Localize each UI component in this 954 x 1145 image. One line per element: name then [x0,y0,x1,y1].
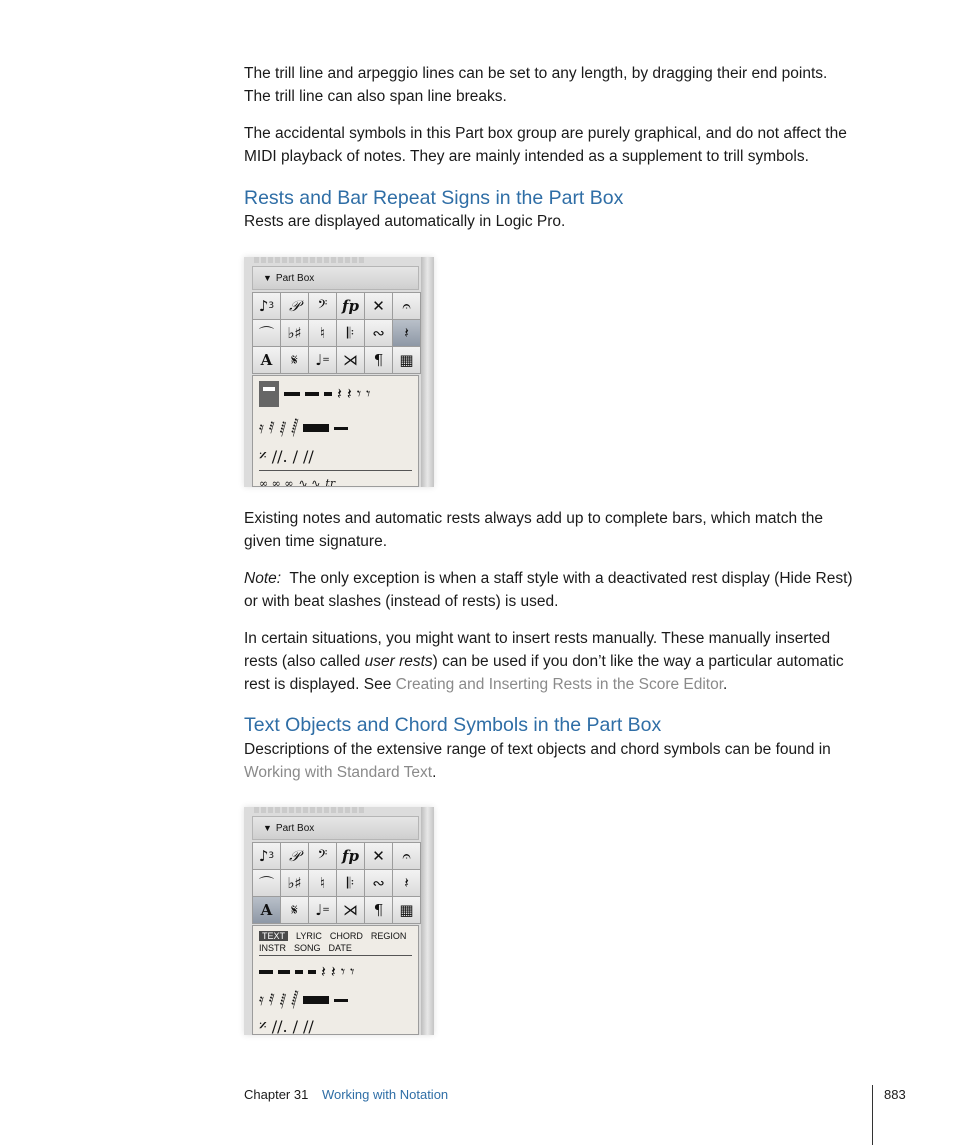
sixty-fourth-rest-symbol[interactable]: 𝅁 [279,990,287,1009]
paragraph-icon[interactable]: ¶ [365,897,392,923]
tempo-icon[interactable]: ♩ = [309,347,336,373]
existing-line-1: Existing notes and automatic rests always add up to complete bars, which match the [244,510,823,527]
multi-rest-bar-symbol[interactable] [303,424,329,432]
text-icon[interactable]: A [253,347,280,373]
note-head-icon[interactable]: ✕ [365,293,392,319]
rest-icon[interactable]: 𝄽 [393,870,420,896]
quarter-rest-alt-symbol[interactable]: 𝄽 [346,384,352,403]
paragraph-icon[interactable]: ¶ [365,347,392,373]
dynamics-icon[interactable]: fp [337,843,364,869]
text-icon[interactable]: A [253,897,280,923]
note-paragraph [244,567,884,613]
part-box-title: Part Box [275,823,315,834]
multi-rest-line-symbol[interactable] [334,999,348,1002]
situations-line-1: In certain situations, you might want to insert rests manually. These manually inserted [244,630,831,647]
situations-line-3a: rest is displayed. See [244,676,396,693]
multi-rest-bar-symbol[interactable] [303,996,329,1004]
barline-icon[interactable]: 𝄆 [337,320,364,346]
disclosure-triangle-icon[interactable]: ▼ [263,273,272,283]
situations-line-2b: ) can be used if you don’t like the way a particular automatic [432,653,844,670]
note-group-icon[interactable]: ♪ 3 [253,293,280,319]
half-rest-symbol[interactable] [305,392,319,396]
two-bar-repeat-symbol[interactable]: //. [271,446,288,466]
accidental-line-1: The accidental symbols in this Part box group are purely graphical, and do not affect the [244,125,847,142]
rest-row-2 [259,418,348,438]
crescendo-icon[interactable]: ⋊ [337,347,364,373]
footer-chapter-number: Chapter 31 [244,1087,309,1102]
note-label: Note: [244,570,282,587]
standard-text-link[interactable]: Working with Standard Text [244,764,433,781]
text-objects-heading: Text Objects and Chord Symbols in the Part Box [244,714,662,736]
trill-icon[interactable]: ∾ [365,870,392,896]
rests-intro: Rests are displayed automatically in Logic Pro. [244,213,566,230]
rests-heading: Rests and Bar Repeat Signs in the Part Box [244,187,624,209]
text-symbol-palette [252,925,419,1035]
double-slash-symbol[interactable]: // [302,446,314,466]
text-objects-end: . [432,764,437,781]
panel-scrollbar[interactable] [421,807,434,1035]
lyric-button[interactable]: LYRIC [296,931,322,941]
part-box-title: Part Box [275,273,315,284]
date-button[interactable]: DATE [328,943,352,953]
bar-rest-symbol[interactable] [295,970,303,974]
segno-icon[interactable]: 𝄋 [281,897,308,923]
multi-bar-rest-symbol-selected[interactable] [259,381,279,407]
key-signature-icon[interactable]: ♭♯ [281,870,308,896]
rest-row-1 [259,384,370,404]
bar-rest-alt-symbol[interactable] [308,970,316,974]
insert-defaults-ghost [254,257,364,263]
sixteenth-rest-symbol[interactable]: 𝄿 [259,990,264,1009]
eighth-rest-symbol[interactable]: 𝄾 [340,962,346,981]
mordent-symbol[interactable]: ∿ ∿ [298,476,321,487]
trill-row-preview [259,473,335,487]
chord-grid-icon[interactable]: ▦ [393,347,420,373]
eighth-rest-alt-symbol[interactable]: 𝄾 [366,384,371,403]
pedal-icon[interactable]: 𝒫 [281,293,308,319]
text-buttons-row-1 [259,930,406,942]
quarter-rest-alt-symbol[interactable]: 𝄽 [330,962,336,981]
rest-row-1 [259,962,354,982]
crescendo-icon[interactable]: ⋊ [337,897,364,923]
accent-icon[interactable]: 𝄐 [393,843,420,869]
beat-slash-symbol[interactable]: / [292,446,298,466]
note-group-icon[interactable]: ♪ 3 [253,843,280,869]
text-objects-line-1: Descriptions of the extensive range of text objects and chord symbols can be found in [244,741,831,758]
bar-rest-symbol[interactable] [324,392,332,396]
part-box-panel-rests [244,257,434,487]
accidental-paragraph [244,122,884,168]
accidental-line-2: MIDI playback of notes. They are mainly intended as a supplement to trill symbols. [244,148,809,165]
eighth-rest-symbol[interactable]: 𝄾 [356,384,362,403]
hundred-twenty-eighth-rest-symbol[interactable]: 𝅂 [291,418,299,437]
sixteenth-rest-symbol[interactable]: 𝄿 [259,418,264,437]
palette-divider [259,955,412,956]
text-buttons-row-2 [259,942,352,954]
footer-chapter [244,1087,448,1103]
instr-button[interactable]: INSTR [259,943,286,953]
text-button[interactable]: TEXT [259,931,288,941]
creating-rests-link[interactable]: Creating and Inserting Rests in the Score Editor [395,676,724,693]
double-slash-symbol[interactable]: // [302,1016,314,1035]
footer-chapter-title[interactable]: Working with Notation [321,1087,449,1102]
part-box-header[interactable] [252,266,419,290]
part-box-group-grid [252,842,421,924]
palette-divider [259,470,412,471]
whole-rest-symbol[interactable] [259,970,273,974]
trill-icon[interactable]: ∾ [365,320,392,346]
key-signature-icon[interactable]: ♭♯ [281,320,308,346]
repeat-row [259,1016,314,1035]
insert-defaults-ghost [254,807,364,813]
region-button[interactable]: REGION [370,931,407,941]
accidental-icon[interactable]: ♮ [309,870,336,896]
note-line-2: or with beat slashes (instead of rests) is used. [244,593,559,610]
rest-symbol-palette [252,375,419,487]
one-bar-repeat-symbol[interactable]: 𝄎 [259,446,267,465]
panel-scrollbar[interactable] [421,257,434,487]
whole-rest-symbol[interactable] [284,392,300,396]
chord-grid-icon[interactable]: ▦ [393,897,420,923]
note-line-1: The only exception is when a staff style with a deactivated rest display (Hide Rest) [289,570,853,587]
turn-symbol[interactable]: ∞ ∞ ∞ [259,476,294,487]
part-box-panel-text [244,807,434,1035]
user-rests-term: user rests [364,653,433,670]
beat-slash-symbol[interactable]: / [292,1016,298,1035]
text-objects-paragraph [244,738,884,784]
situations-line-2a: rests (also called [244,653,365,670]
multi-rest-line-symbol[interactable] [334,427,348,430]
footer-divider [872,1085,873,1145]
part-box-header[interactable] [252,816,419,840]
half-rest-symbol[interactable] [278,970,290,974]
accidental-icon[interactable]: ♮ [309,320,336,346]
barline-icon[interactable]: 𝄆 [337,870,364,896]
trill-symbol[interactable]: tr [325,476,336,487]
trill-line-2: The trill line can also span line breaks. [244,88,507,105]
quarter-rest-symbol[interactable]: 𝄽 [321,962,326,981]
tempo-icon[interactable]: ♩ = [309,897,336,923]
existing-notes-paragraph [244,507,884,553]
eighth-rest-alt-symbol[interactable]: 𝄾 [350,962,355,981]
dynamics-icon[interactable]: fp [337,293,364,319]
pedal-icon[interactable]: 𝒫 [281,843,308,869]
one-bar-repeat-symbol[interactable]: 𝄎 [259,1016,267,1035]
two-bar-repeat-symbol[interactable]: //. [271,1016,288,1035]
chord-button[interactable]: CHORD [329,931,363,941]
hundred-twenty-eighth-rest-symbol[interactable]: 𝅂 [291,990,299,1009]
quarter-rest-symbol[interactable]: 𝄽 [337,384,342,403]
situations-line-3b: . [723,676,728,693]
disclosure-triangle-icon[interactable]: ▼ [263,823,272,833]
repeat-row [259,446,314,466]
part-box-group-grid [252,292,421,374]
accent-icon[interactable]: 𝄐 [393,293,420,319]
segno-icon[interactable]: 𝄋 [281,347,308,373]
clef-icon[interactable]: 𝄢 [309,843,336,869]
existing-line-2: given time signature. [244,533,388,550]
trill-paragraph [244,62,884,108]
note-head-icon[interactable]: ✕ [365,843,392,869]
thirty-second-rest-symbol[interactable]: 𝅀 [268,990,275,1009]
rest-icon[interactable]: 𝄽 [393,320,420,346]
clef-icon[interactable]: 𝄢 [309,293,336,319]
thirty-second-rest-symbol[interactable]: 𝅀 [268,418,275,437]
sixty-fourth-rest-symbol[interactable]: 𝅁 [279,418,287,437]
song-button[interactable]: SONG [294,943,321,953]
rest-row-2 [259,990,348,1010]
page-number: 883 [884,1087,906,1102]
situations-paragraph [244,627,884,696]
trill-line-1: The trill line and arpeggio lines can be set to any length, by dragging their end points. [244,65,828,82]
slur-icon[interactable]: ⌒ [253,870,280,896]
slur-icon[interactable]: ⌒ [253,320,280,346]
